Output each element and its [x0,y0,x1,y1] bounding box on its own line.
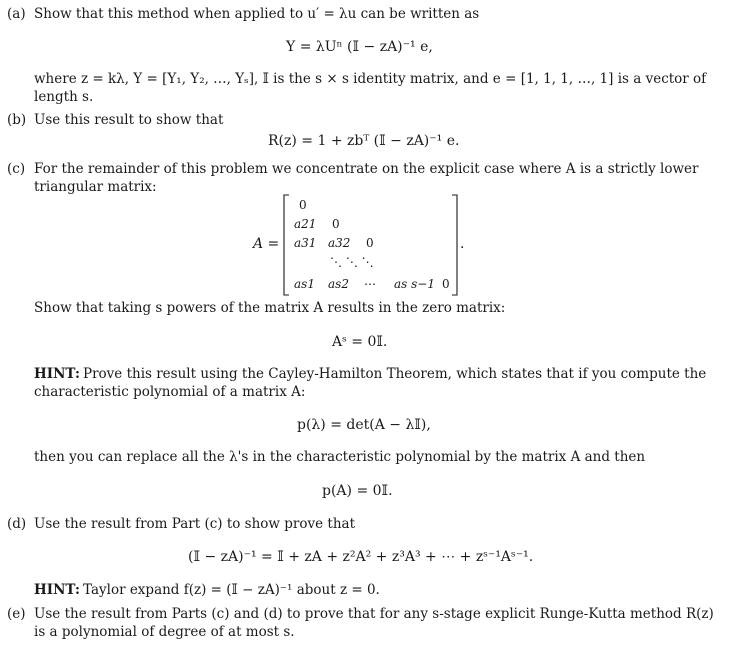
part-b-intro: Use this result to show that [34,112,224,128]
part-c-replace-text: then you can replace all the λ's in the characteristic polynomial by the matrix A and then [34,449,646,465]
part-c-intro: For the remainder of this problem we concentrate on the explicit case where A is a strictly lower [34,161,699,177]
matrix-cell: as2 [328,277,349,291]
part-c-hint-label: HINT: [34,366,80,382]
matrix-cell: as1 [294,277,315,291]
part-a-equation: Y = λUⁿ (𝕀 − zA)⁻¹ e, [286,39,433,55]
part-d-hint-label: HINT: [34,582,80,598]
part-a-label: (a) [7,6,26,22]
part-c-powers-equation: Aˢ = 0𝕀. [332,334,388,350]
part-a-where-2: length s. [34,89,94,105]
matrix-cell: 0 [366,236,374,250]
part-c-hint-text: Prove this result using the Cayley-Hamilton Theorem, which states that if you compute the [83,366,707,382]
part-c-label: (c) [7,161,26,177]
part-e-label: (e) [7,606,26,622]
matrix-row-dots: ⋯ [364,277,376,291]
matrix-label: A = [253,236,280,252]
part-d-label: (d) [7,516,27,532]
part-c-intro-2: triangular matrix: [34,179,157,195]
part-a-intro: Show that this method when applied to u′ = λu can be written as [34,6,480,22]
part-c-char-poly: p(λ) = det(A − λ𝕀), [297,417,431,433]
lower-triangular-matrix [282,193,465,297]
part-e-intro-2: is a polynomial of degree of at most s. [34,624,295,640]
matrix-cell: 0 [442,277,450,291]
matrix-period: . [460,236,465,252]
matrix-cell: a31 [294,236,317,250]
part-e-intro: Use the result from Parts (c) and (d) to prove that for any s-stage explicit Runge-Kutta method R(z) [34,606,714,622]
part-c-powers-text: Show that taking s powers of the matrix A results in the zero matrix: [34,300,506,316]
matrix-cell: a21 [294,217,317,231]
matrix-diagonal-dots: ⋱ ⋱ ⋱ [330,255,374,269]
part-b-label: (b) [7,112,27,128]
part-b-equation: R(z) = 1 + zbᵀ (𝕀 − zA)⁻¹ e. [268,133,460,149]
part-d-series: (𝕀 − zA)⁻¹ = 𝕀 + zA + z²A² + z³A³ + ⋯ + zˢ⁻¹Aˢ⁻¹. [188,549,534,565]
matrix-cell: 0 [332,217,340,231]
part-a-where: where z = kλ, Y = [Y₁, Y₂, …, Yₛ], 𝕀 is the s × s identity matrix, and e = [1, 1, 1, …, 1] is a vector of [34,71,707,87]
part-c-pA-equation: p(A) = 0𝕀. [322,483,393,499]
part-d-intro: Use the result from Part (c) to show prove that [34,516,356,532]
part-c-hint-text-2: characteristic polynomial of a matrix A: [34,384,306,400]
matrix-cell: a32 [328,236,351,250]
part-d-hint-text: Taylor expand f(z) = (𝕀 − zA)⁻¹ about z = 0. [83,582,380,598]
matrix-cell: 0 [299,198,307,212]
matrix-cell: as s−1 [394,277,435,291]
